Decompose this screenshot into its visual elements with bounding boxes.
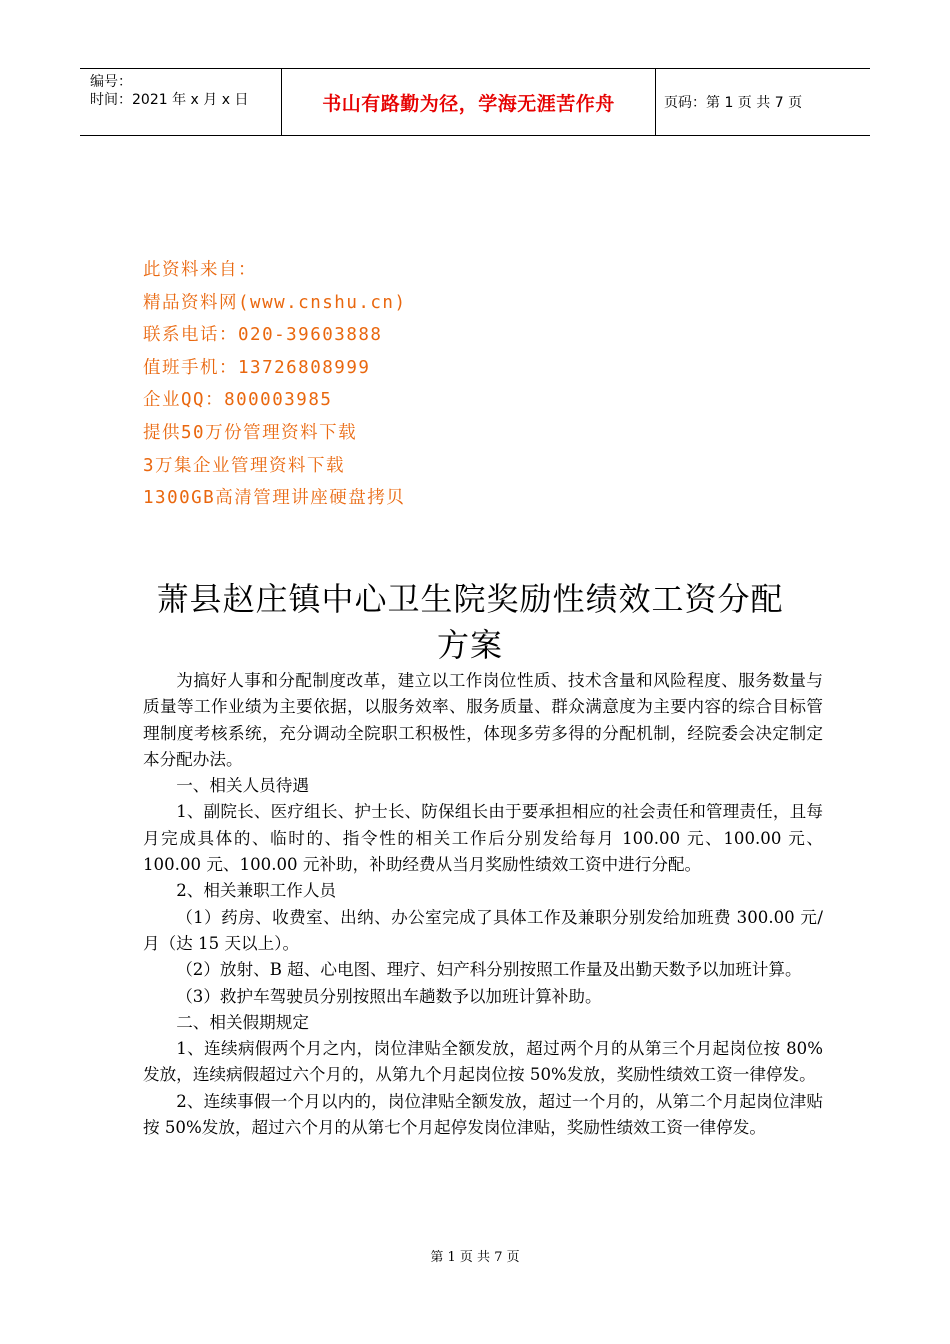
source-line: 1300GB高清管理讲座硬盘拷贝 <box>143 488 406 509</box>
header-time: 时间：2021 年 x 月 x 日 <box>90 92 249 108</box>
source-line: 值班手机：13726808999 <box>143 357 371 378</box>
source-line: 3万集企业管理资料下载 <box>143 455 346 476</box>
source-info-block <box>143 254 407 515</box>
source-line: 联系电话：020-39603888 <box>143 325 383 346</box>
header-number: 编号： <box>90 74 132 90</box>
page-footer: 第 1 页 共 7 页 <box>430 1250 520 1265</box>
body-paragraph: 1、副院长、医疗组长、护士长、防保组长由于要承担相应的社会责任和管理责任，且每月完成具体的、临时的、指令性的相关工作后分别发给每月 100.00 元、100.00 元、100.00 元、100.00 元补助，补助经费从当月奖励性绩效工资中进行分配。 <box>143 802 823 875</box>
source-line: 精品资料网(www.cnshu.cn) <box>143 292 407 313</box>
body-paragraph: 2、连续事假一个月以内的，岗位津贴全额发放，超过一个月的，从第二个月起岗位津贴按 50%发放，超过六个月的从第七个月起停发岗位津贴，奖励性绩效工资一律停发。 <box>143 1091 823 1138</box>
page-header <box>80 68 870 136</box>
sub-heading: 2、相关兼职工作人员 <box>176 881 337 901</box>
source-line: 此资料来自： <box>143 260 257 280</box>
body-paragraph: （3）救护车驾驶员分别按照出车趟数予以加班计算补助。 <box>176 986 602 1006</box>
header-page-info: 页码：第 1 页 共 7 页 <box>664 95 803 111</box>
document-title <box>110 576 830 668</box>
header-meta <box>80 69 282 135</box>
body-paragraph: （1）药房、收费室、出纳、办公室完成了具体工作及兼职分别发给加班费 300.00 元/月（达 15 天以上）。 <box>143 907 823 953</box>
header-motto-cell <box>282 69 656 135</box>
body-paragraph: （2）放射、B 超、心电图、理疗、妇产科分别按照工作量及出勤天数予以加班计算。 <box>176 960 802 980</box>
source-line: 提供50万份管理资料下载 <box>143 422 358 443</box>
intro-paragraph: 为搞好人事和分配制度改革，建立以工作岗位性质、技术含量和风险程度、服务数量与质量等工作业绩为主要依据，以服务效率、服务质量、群众满意度为主要内容的综合目标管理制度考核系统，充分调动全院职工积极性，体现多劳多得的分配机制，经院委会决定制定本分配办法。 <box>143 671 823 769</box>
section-heading: 一、相关人员待遇 <box>176 776 309 796</box>
title-line-2: 方案 <box>436 626 503 664</box>
source-line: 企业QQ：800003985 <box>143 390 333 411</box>
section-heading: 二、相关假期规定 <box>176 1012 309 1032</box>
document-body <box>143 668 823 1141</box>
body-paragraph: 1、连续病假两个月之内，岗位津贴全额发放，超过两个月的从第三个月起岗位按 80%发放，连续病假超过六个月的，从第九个月起岗位按 50%发放，奖励性绩效工资一律停发。 <box>143 1039 823 1085</box>
title-line-1: 萧县赵庄镇中心卫生院奖励性绩效工资分配 <box>156 580 784 618</box>
header-motto: 书山有路勤为径，学海无涯苦作舟 <box>322 92 615 115</box>
